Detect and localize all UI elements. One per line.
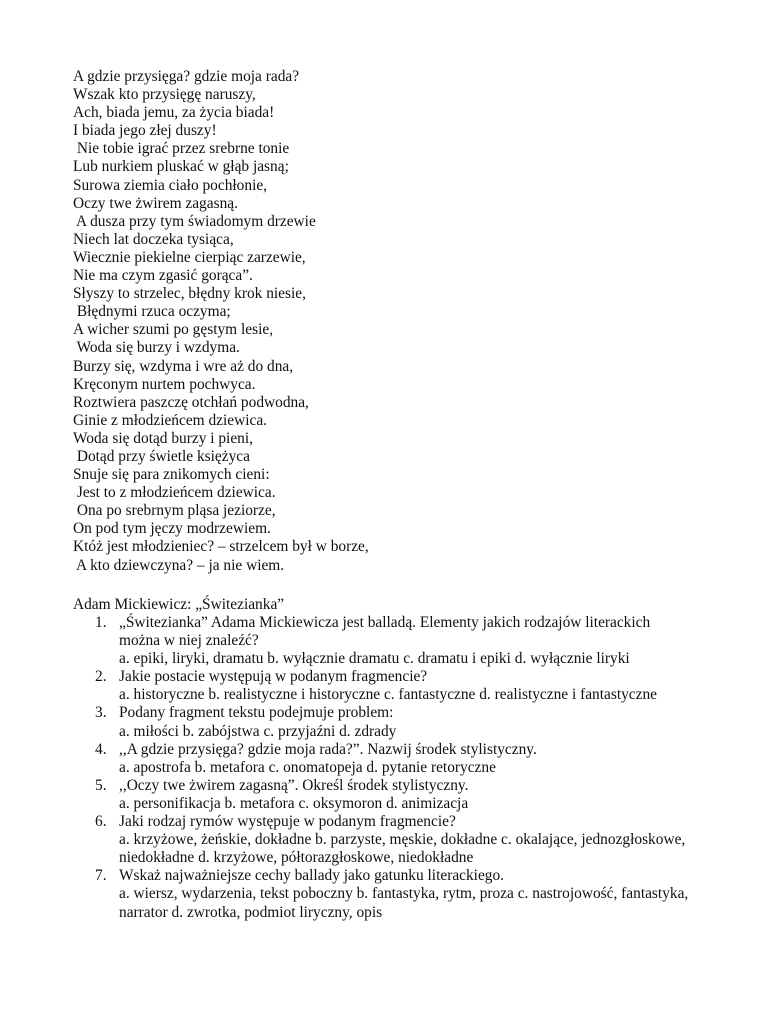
answer-options: a. wiersz, wydarzenia, tekst poboczny b. fantastyka, rytm, proza c. nastrojowość, fantastyka, narrator d. zwrotka, podmiot liryczny, opis <box>119 885 689 921</box>
question-text: ,,Oczy twe żwirem zagasną”. Określ środek stylistyczny. <box>119 776 469 794</box>
question-text: ,,A gdzie przysięga? gdzie moja rada?”. Nazwij środek stylistyczny. <box>119 740 537 758</box>
question-number: 3. <box>95 704 107 722</box>
poem-line: Oczy twe żwirem zagasną. <box>73 194 238 212</box>
question-text: Podany fragment tekstu podejmuje problem: <box>119 704 394 722</box>
poem-line: Woda się burzy i wzdyma. <box>73 339 240 357</box>
poem-line: Kręconym nurtem pochwyca. <box>73 375 256 393</box>
question-item <box>73 668 693 704</box>
poem-line: I biada jego złej duszy! <box>73 122 217 140</box>
answer-options: a. personifikacja b. metafora c. oksymoron d. animizacja <box>119 794 469 812</box>
answer-options: a. apostrofa b. metafora c. onomatopeja d. pytanie retoryczne <box>119 758 496 776</box>
poem-line: Słyszy to strzelec, błędny krok niesie, <box>73 285 306 303</box>
poem-line: Lub nurkiem pluskać w głąb jasną; <box>73 158 289 176</box>
question-number: 6. <box>95 813 107 831</box>
question-number: 1. <box>95 614 107 631</box>
poem-line: Błędnymi rzuca oczyma; <box>73 303 231 321</box>
author-title: Adam Mickiewicz: „Świtezianka” <box>73 596 285 613</box>
poem-line: A kto dziewczyna? – ja nie wiem. <box>73 556 285 574</box>
poem-line: Któż jest młodzieniec? – strzelcem był w borze, <box>73 538 369 556</box>
question-item <box>73 777 693 813</box>
answer-options: a. miłości b. zabójstwa c. przyjaźni d. zdrady <box>119 722 397 740</box>
question-text: „Świtezianka” Adama Mickiewicza jest balladą. Elementy jakich rodzajów literackich można w niej znaleźć? <box>119 614 651 650</box>
question-item <box>73 741 693 777</box>
answer-options: a. historyczne b. realistyczne i historyczne c. fantastyczne d. realistyczne i fantastyczne <box>119 686 657 704</box>
poem-line: Dotąd przy świetle księżyca <box>73 447 250 465</box>
poem-line: Surowa ziemia ciało pochłonie, <box>73 176 268 194</box>
poem-line: Jest to z młodzieńcem dziewica. <box>73 484 276 502</box>
question-list <box>73 614 693 922</box>
question-text: Jaki rodzaj rymów występuje w podanym fragmencie? <box>119 813 456 831</box>
question-item <box>73 704 693 740</box>
poem-line: A wicher szumi po gęstym lesie, <box>73 321 274 339</box>
poem-line: Snuje się para znikomych cieni: <box>73 466 270 484</box>
question-item <box>73 813 693 867</box>
poem-line: Ginie z młodzieńcem dziewica. <box>73 411 268 429</box>
poem-line: A gdzie przysięga? gdzie moja rada? <box>73 68 300 85</box>
poem-line: Wszak kto przysięgę naruszy, <box>73 86 256 104</box>
poem-line: Ona po srebrnym pląsa jeziorze, <box>73 502 276 520</box>
poem-line: Nie tobie igrać przez srebrne tonie <box>73 140 290 158</box>
poem-line: Nie ma czym zgasić gorąca”. <box>73 267 253 285</box>
question-number: 7. <box>95 867 107 885</box>
poem-fragment <box>73 68 713 575</box>
poem-line: Roztwiera paszczę otchłań podwodna, <box>73 393 309 411</box>
poem-line: Wiecznie piekielne cierpiąc zarzewie, <box>73 248 306 266</box>
poem-line: Niech lat doczeka tysiąca, <box>73 230 234 248</box>
question-text: Wskaż najważniejsze cechy ballady jako gatunku literackiego. <box>119 867 505 885</box>
poem-line: A dusza przy tym świadomym drzewie <box>73 212 316 230</box>
poem-line: Ach, biada jemu, za życia biada! <box>73 104 275 122</box>
answer-options: a. krzyżowe, żeńskie, dokładne b. parzyste, męskie, dokładne c. okalające, jednozgłoskowe, niedokładne d. krzyżowe, półtorazgłoskowe, niedokładne <box>119 831 686 867</box>
poem-line: Burzy się, wzdyma i wre aż do dna, <box>73 357 294 375</box>
poem-line: Woda się dotąd burzy i pieni, <box>73 429 253 447</box>
question-number: 2. <box>95 668 107 686</box>
question-number: 5. <box>95 776 107 794</box>
answer-options: a. epiki, liryki, dramatu b. wyłącznie dramatu c. dramatu i epiki d. wyłącznie liryki <box>119 650 630 668</box>
question-item <box>73 867 693 921</box>
poem-line: On pod tym jęczy modrzewiem. <box>73 520 271 538</box>
question-number: 4. <box>95 740 107 758</box>
question-text: Jakie postacie występują w podanym fragmencie? <box>119 668 428 686</box>
question-item <box>73 614 693 668</box>
